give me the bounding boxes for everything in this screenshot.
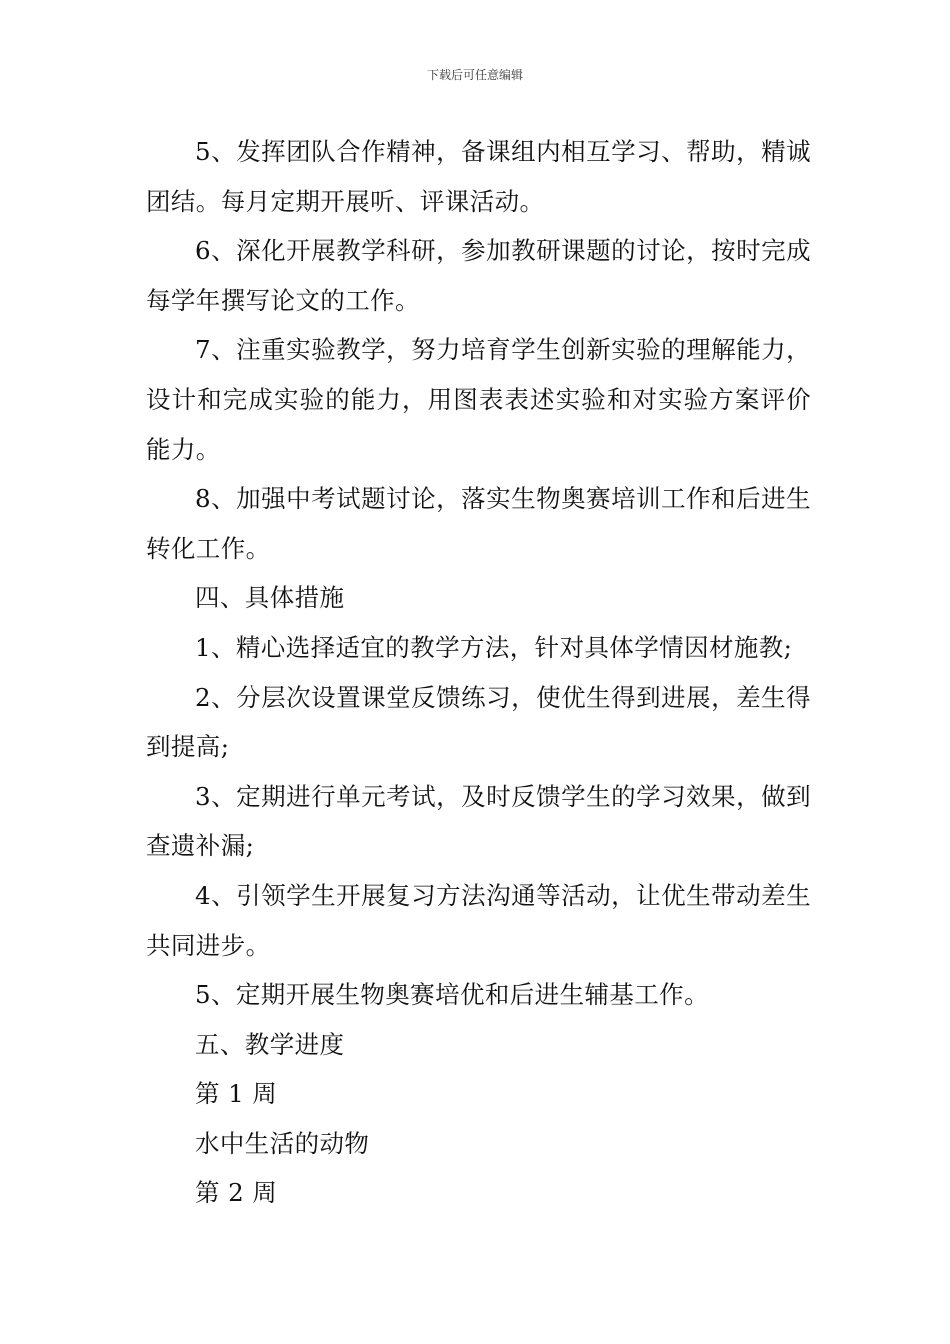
- measure-item-3: 3、定期进行单元考试，及时反馈学生的学习效果，做到查遗补漏;: [146, 781, 811, 861]
- page-header: 下载后可任意编辑: [426, 68, 523, 82]
- paragraph-item-7-experiments: 7、注重实验教学，努力培育学生创新实验的理解能力，设计和完成实验的能力，用图表表述实验和对实验方案评价能力。: [146, 335, 811, 464]
- schedule-week-2: 第 2 周: [195, 1178, 278, 1208]
- section-heading-schedule: 五、教学进度: [195, 1029, 345, 1059]
- paragraph-item-8-exams: 8、加强中考试题讨论，落实生物奥赛培训工作和后进生转化工作。: [146, 484, 811, 563]
- schedule-week-1: 第 1 周: [195, 1079, 278, 1109]
- measure-item-4: 4、引领学生开展复习方法沟通等活动，让优生带动差生共同进步。: [146, 880, 811, 960]
- section-heading-measures: 四、具体措施: [195, 583, 345, 613]
- document-body: [146, 127, 811, 1218]
- measure-item-5: 5、定期开展生物奥赛培优和后进生辅基工作。: [195, 980, 709, 1010]
- measure-item-2: 2、分层次设置课堂反馈练习，使优生得到进展，差生得到提高;: [146, 682, 811, 762]
- paragraph-item-5-teamwork: 5、发挥团队合作精神，备课组内相互学习、帮助，精诚团结。每月定期开展听、评课活动。: [146, 137, 811, 216]
- paragraph-item-6-research: 6、深化开展教学科研，参加教研课题的讨论，按时完成每学年撰写论文的工作。: [146, 236, 811, 315]
- schedule-topic-1: 水中生活的动物: [195, 1128, 370, 1158]
- measure-item-1: 1、精心选择适宜的教学方法，针对具体学情因材施教;: [195, 632, 793, 662]
